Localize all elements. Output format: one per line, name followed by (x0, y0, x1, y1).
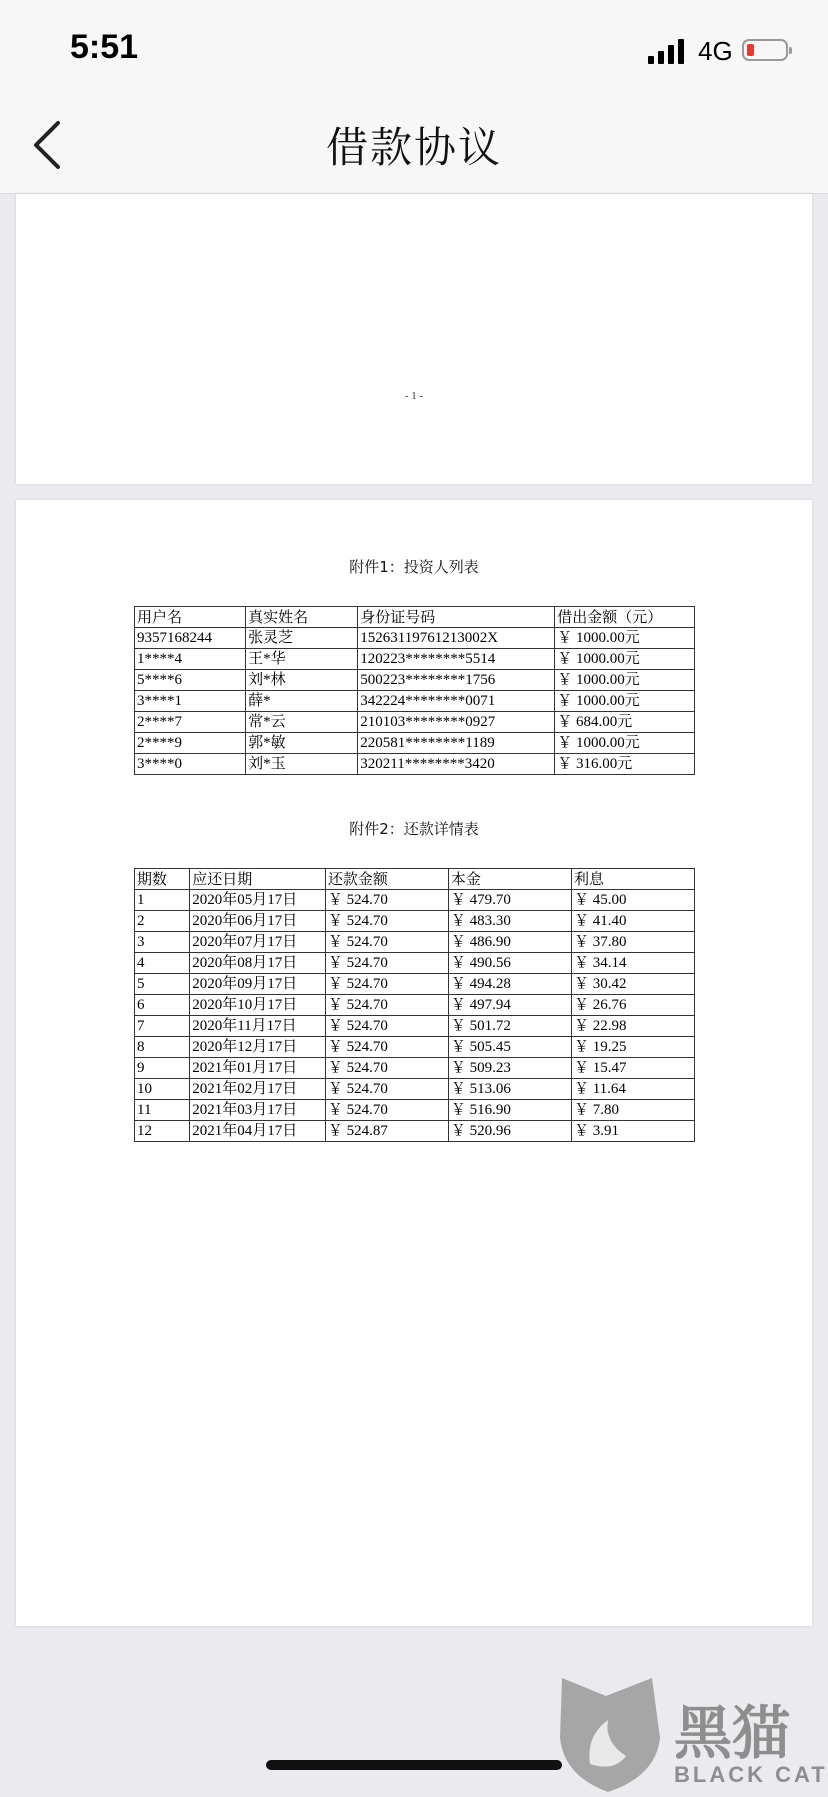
table-cell: 2****7 (135, 712, 246, 733)
table-cell: ￥ 509.23 (448, 1058, 571, 1079)
table-row (135, 1016, 695, 1037)
table-row (135, 1058, 695, 1079)
table-row (135, 733, 695, 754)
table-cell: 3****0 (135, 754, 246, 775)
table-cell: ￥ 684.00元 (555, 712, 695, 733)
table-cell: 15263119761213002X (358, 628, 555, 649)
table-cell: ￥ 26.76 (571, 995, 694, 1016)
table-cell: ￥ 30.42 (571, 974, 694, 995)
table-cell: 2****9 (135, 733, 246, 754)
battery-low-icon (742, 39, 788, 61)
table-cell: 220581********1189 (358, 733, 555, 754)
table-cell: ￥ 524.70 (325, 1016, 448, 1037)
table-row (135, 670, 695, 691)
table-cell: 11 (135, 1100, 190, 1121)
column-header: 真实姓名 (246, 607, 358, 628)
table-cell: 7 (135, 1016, 190, 1037)
column-header: 还款金额 (325, 869, 448, 890)
table-row (135, 1100, 695, 1121)
table-cell: ￥ 501.72 (448, 1016, 571, 1037)
table-cell: 王*华 (246, 649, 358, 670)
table-row (135, 995, 695, 1016)
table-cell: 2020年12月17日 (190, 1037, 326, 1058)
table-cell: 郭*敏 (246, 733, 358, 754)
table-cell: ￥ 524.70 (325, 1058, 448, 1079)
document-page-1 (16, 194, 812, 484)
table-cell: ￥ 11.64 (571, 1079, 694, 1100)
table-cell: 2020年07月17日 (190, 932, 326, 953)
table-row (135, 1037, 695, 1058)
table-cell: 2021年02月17日 (190, 1079, 326, 1100)
watermark-text: 黑猫 (674, 1699, 791, 1767)
table-cell: ￥ 15.47 (571, 1058, 694, 1079)
investor-table (134, 606, 695, 775)
table-cell: ￥ 513.06 (448, 1079, 571, 1100)
table-cell: 常*云 (246, 712, 358, 733)
table-cell: 120223********5514 (358, 649, 555, 670)
column-header: 应还日期 (190, 869, 326, 890)
table-cell: ￥ 524.70 (325, 1037, 448, 1058)
table-cell: ￥ 524.70 (325, 890, 448, 911)
column-header: 用户名 (135, 607, 246, 628)
table-cell: 2020年08月17日 (190, 953, 326, 974)
table-cell: ￥ 524.70 (325, 974, 448, 995)
repayment-details-caption: 附件2：还款详情表 (349, 820, 479, 838)
column-header: 期数 (135, 869, 190, 890)
table-cell: ￥ 34.14 (571, 953, 694, 974)
status-bar (0, 0, 828, 95)
table-cell: 6 (135, 995, 190, 1016)
table-row (135, 754, 695, 775)
investor-list-caption: 附件1：投资人列表 (349, 558, 479, 576)
table-cell: ￥ 45.00 (571, 890, 694, 911)
table-cell: 3 (135, 932, 190, 953)
table-cell: ￥ 1000.00元 (555, 733, 695, 754)
table-cell: ￥ 497.94 (448, 995, 571, 1016)
table-cell: 2021年04月17日 (190, 1121, 326, 1142)
table-cell: ￥ 494.28 (448, 974, 571, 995)
table-header-row (135, 869, 695, 890)
table-row (135, 691, 695, 712)
table-cell: ￥ 22.98 (571, 1016, 694, 1037)
table-row (135, 890, 695, 911)
table-cell: 3****1 (135, 691, 246, 712)
table-cell: 320211********3420 (358, 754, 555, 775)
table-row (135, 974, 695, 995)
repayment-table (134, 868, 695, 1142)
page-number: - 1 - (404, 390, 424, 402)
table-cell: ￥ 524.70 (325, 1079, 448, 1100)
document-page-2 (16, 500, 812, 1626)
table-cell: ￥ 524.70 (325, 1100, 448, 1121)
table-cell: 张灵芝 (246, 628, 358, 649)
table-cell: ￥ 1000.00元 (555, 649, 695, 670)
black-cat-logo-icon (556, 1676, 666, 1793)
table-cell: ￥ 37.80 (571, 932, 694, 953)
table-cell: 342224********0071 (358, 691, 555, 712)
table-cell: 1 (135, 890, 190, 911)
table-cell: ￥ 316.00元 (555, 754, 695, 775)
table-cell: 4 (135, 953, 190, 974)
table-row (135, 1079, 695, 1100)
table-cell: 2020年05月17日 (190, 890, 326, 911)
table-cell: 5****6 (135, 670, 246, 691)
nav-bar (0, 95, 828, 194)
table-cell: 5 (135, 974, 190, 995)
table-cell: 12 (135, 1121, 190, 1142)
network-type: 4G (698, 36, 733, 66)
table-cell: ￥ 524.87 (325, 1121, 448, 1142)
black-cat-watermark (556, 1676, 828, 1793)
table-cell: ￥ 490.56 (448, 953, 571, 974)
table-row (135, 628, 695, 649)
table-cell: 刘*林 (246, 670, 358, 691)
table-cell: ￥ 486.90 (448, 932, 571, 953)
table-cell: 2021年03月17日 (190, 1100, 326, 1121)
table-cell: ￥ 3.91 (571, 1121, 694, 1142)
table-cell: ￥ 1000.00元 (555, 670, 695, 691)
table-cell: 2021年01月17日 (190, 1058, 326, 1079)
page-title: 借款协议 (325, 123, 502, 172)
home-indicator[interactable] (266, 1760, 562, 1770)
table-cell: ￥ 524.70 (325, 953, 448, 974)
status-time: 5:51 (70, 28, 139, 66)
table-cell: ￥ 505.45 (448, 1037, 571, 1058)
table-header-row (135, 607, 695, 628)
column-header: 身份证号码 (358, 607, 555, 628)
table-cell: ￥ 524.70 (325, 995, 448, 1016)
table-cell: ￥ 483.30 (448, 911, 571, 932)
table-cell: ￥ 1000.00元 (555, 628, 695, 649)
table-cell: ￥ 1000.00元 (555, 691, 695, 712)
table-cell: ￥ 516.90 (448, 1100, 571, 1121)
table-cell: ￥ 7.80 (571, 1100, 694, 1121)
table-cell: 刘*玉 (246, 754, 358, 775)
table-row (135, 932, 695, 953)
table-row (135, 1121, 695, 1142)
table-row (135, 649, 695, 670)
column-header: 利息 (571, 869, 694, 890)
table-cell: 9357168244 (135, 628, 246, 649)
table-cell: 1****4 (135, 649, 246, 670)
table-cell: 2020年11月17日 (190, 1016, 326, 1037)
table-cell: 500223********1756 (358, 670, 555, 691)
table-row (135, 911, 695, 932)
table-cell: ￥ 19.25 (571, 1037, 694, 1058)
table-cell: 9 (135, 1058, 190, 1079)
column-header: 本金 (448, 869, 571, 890)
table-cell: 薛* (246, 691, 358, 712)
column-header: 借出金额（元） (555, 607, 695, 628)
table-cell: 10 (135, 1079, 190, 1100)
table-cell: 2 (135, 911, 190, 932)
watermark-subtext: BLACK CAT (674, 1762, 828, 1787)
table-row (135, 712, 695, 733)
table-cell: 2020年06月17日 (190, 911, 326, 932)
table-cell: 2020年10月17日 (190, 995, 326, 1016)
table-cell: ￥ 524.70 (325, 932, 448, 953)
table-cell: ￥ 520.96 (448, 1121, 571, 1142)
table-cell: ￥ 524.70 (325, 911, 448, 932)
table-cell: ￥ 41.40 (571, 911, 694, 932)
table-cell: ￥ 479.70 (448, 890, 571, 911)
cellular-signal-icon (648, 38, 688, 64)
table-cell: 8 (135, 1037, 190, 1058)
table-row (135, 953, 695, 974)
table-cell: 210103********0927 (358, 712, 555, 733)
table-cell: 2020年09月17日 (190, 974, 326, 995)
